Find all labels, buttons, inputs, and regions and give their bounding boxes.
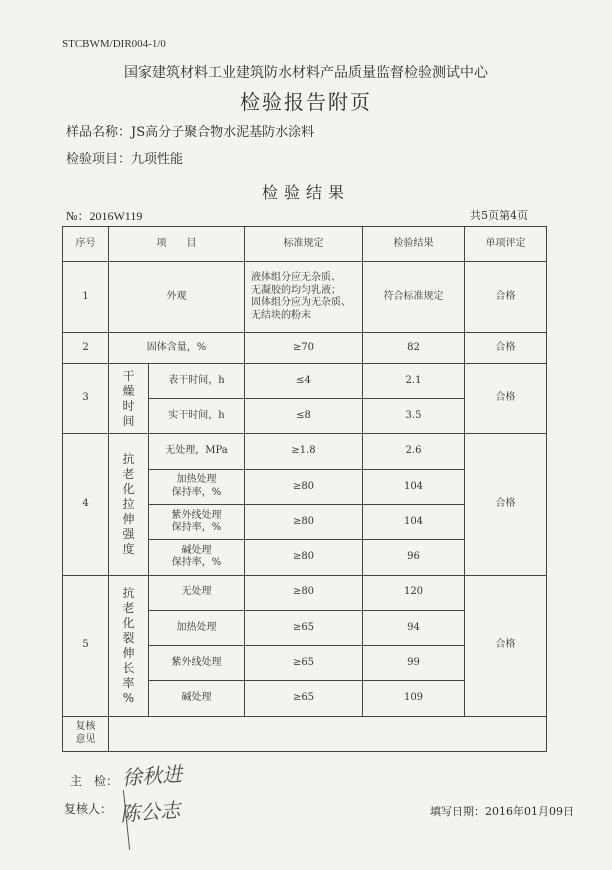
header-result: 检验结果: [363, 227, 465, 262]
sub-result: 109: [363, 681, 465, 716]
row-standard: ≥70: [245, 332, 363, 363]
organization-name: 国家建筑材料工业建筑防水材料产品质量监督检验测试中心: [124, 65, 488, 81]
sub-standard: ≥1.8: [245, 434, 363, 469]
row-no: 4: [63, 434, 109, 575]
row-standard: 液体组分应无杂质、 无凝胶的均匀乳液； 固体组分应为无杂质、 无结块的粉末: [245, 262, 363, 333]
review-row: [63, 716, 547, 751]
row-item: 固体含量，%: [109, 332, 245, 363]
row-item: 外观: [109, 262, 245, 333]
fill-date: 填写日期：2016年01月09日: [430, 805, 574, 818]
table-row: [63, 262, 547, 333]
sub-result: 104: [363, 469, 465, 504]
sub-standard: ≤8: [245, 399, 363, 434]
sub-result: 120: [363, 575, 465, 610]
header-standard: 标准规定: [245, 227, 363, 262]
row-no: 5: [63, 575, 109, 716]
group-label: 抗 老 化 拉 伸 强 度: [109, 434, 149, 575]
page-info: 共5页第4页: [470, 209, 528, 222]
reviewer-signature: 陈公志: [119, 797, 181, 827]
sub-item: 实干时间，h: [149, 399, 245, 434]
sub-item: 无处理，MPa: [149, 434, 245, 469]
sub-result: 3.5: [363, 399, 465, 434]
sub-standard: ≥80: [245, 575, 363, 610]
row-verdict: 合格: [465, 575, 547, 716]
row-no: 2: [63, 332, 109, 363]
sub-standard: ≥80: [245, 505, 363, 540]
table-row: [63, 575, 547, 610]
row-verdict: 合格: [465, 363, 547, 434]
sub-item: 加热处理 保持率，%: [149, 469, 245, 504]
sub-item: 加热处理: [149, 610, 245, 645]
row-verdict: 合格: [465, 434, 547, 575]
sub-standard: ≥80: [245, 540, 363, 575]
review-label: 复核 意见: [63, 716, 109, 751]
sub-standard: ≥65: [245, 610, 363, 645]
sub-standard: ≥80: [245, 469, 363, 504]
row-result: 符合标准规定: [363, 262, 465, 333]
report-number: №：2016W119: [66, 209, 143, 223]
sub-item: 紫外线处理: [149, 646, 245, 681]
sub-result: 104: [363, 505, 465, 540]
header-verdict: 单项评定: [465, 227, 547, 262]
table-row: [63, 332, 547, 363]
test-item: 检验项目：九项性能: [66, 152, 184, 167]
review-content: [109, 716, 547, 751]
sub-item: 无处理: [149, 575, 245, 610]
sub-result: 99: [363, 646, 465, 681]
sub-result: 2.1: [363, 363, 465, 398]
sub-result: 94: [363, 610, 465, 645]
header-no: 序号: [63, 227, 109, 262]
header-item: 项 目: [109, 227, 245, 262]
row-no: 1: [63, 262, 109, 333]
group-label: 抗 老 化 裂 伸 长 率 %: [109, 575, 149, 716]
row-result: 82: [363, 332, 465, 363]
sample-name: 样品名称：JS高分子聚合物水泥基防水涂料: [66, 125, 315, 140]
row-verdict: 合格: [465, 262, 547, 333]
sub-standard: ≥65: [245, 646, 363, 681]
document-code: STCBWM/DIR004-1/0: [62, 38, 166, 50]
inspector-signature: 徐秋进: [121, 761, 183, 791]
sub-item: 表干时间，h: [149, 363, 245, 398]
results-title: 检验结果: [261, 183, 350, 202]
sub-item: 紫外线处理 保持率，%: [149, 505, 245, 540]
row-verdict: 合格: [465, 332, 547, 363]
sub-item: 碱处理: [149, 681, 245, 716]
sub-standard: ≥65: [245, 681, 363, 716]
sub-result: 96: [363, 540, 465, 575]
sub-result: 2.6: [363, 434, 465, 469]
table-row: [63, 363, 547, 398]
sub-standard: ≤4: [245, 363, 363, 398]
reviewer-label: 复核人：: [64, 802, 113, 816]
row-no: 3: [63, 363, 109, 434]
inspector-label: 主 检：: [70, 774, 119, 788]
group-label: 干 燥 时 间: [109, 363, 149, 434]
page-title: 检验报告附页: [240, 90, 372, 114]
table-header-row: [63, 227, 547, 262]
table-row: [63, 434, 547, 469]
results-table: [62, 226, 547, 752]
sub-item: 碱处理 保持率，%: [149, 540, 245, 575]
